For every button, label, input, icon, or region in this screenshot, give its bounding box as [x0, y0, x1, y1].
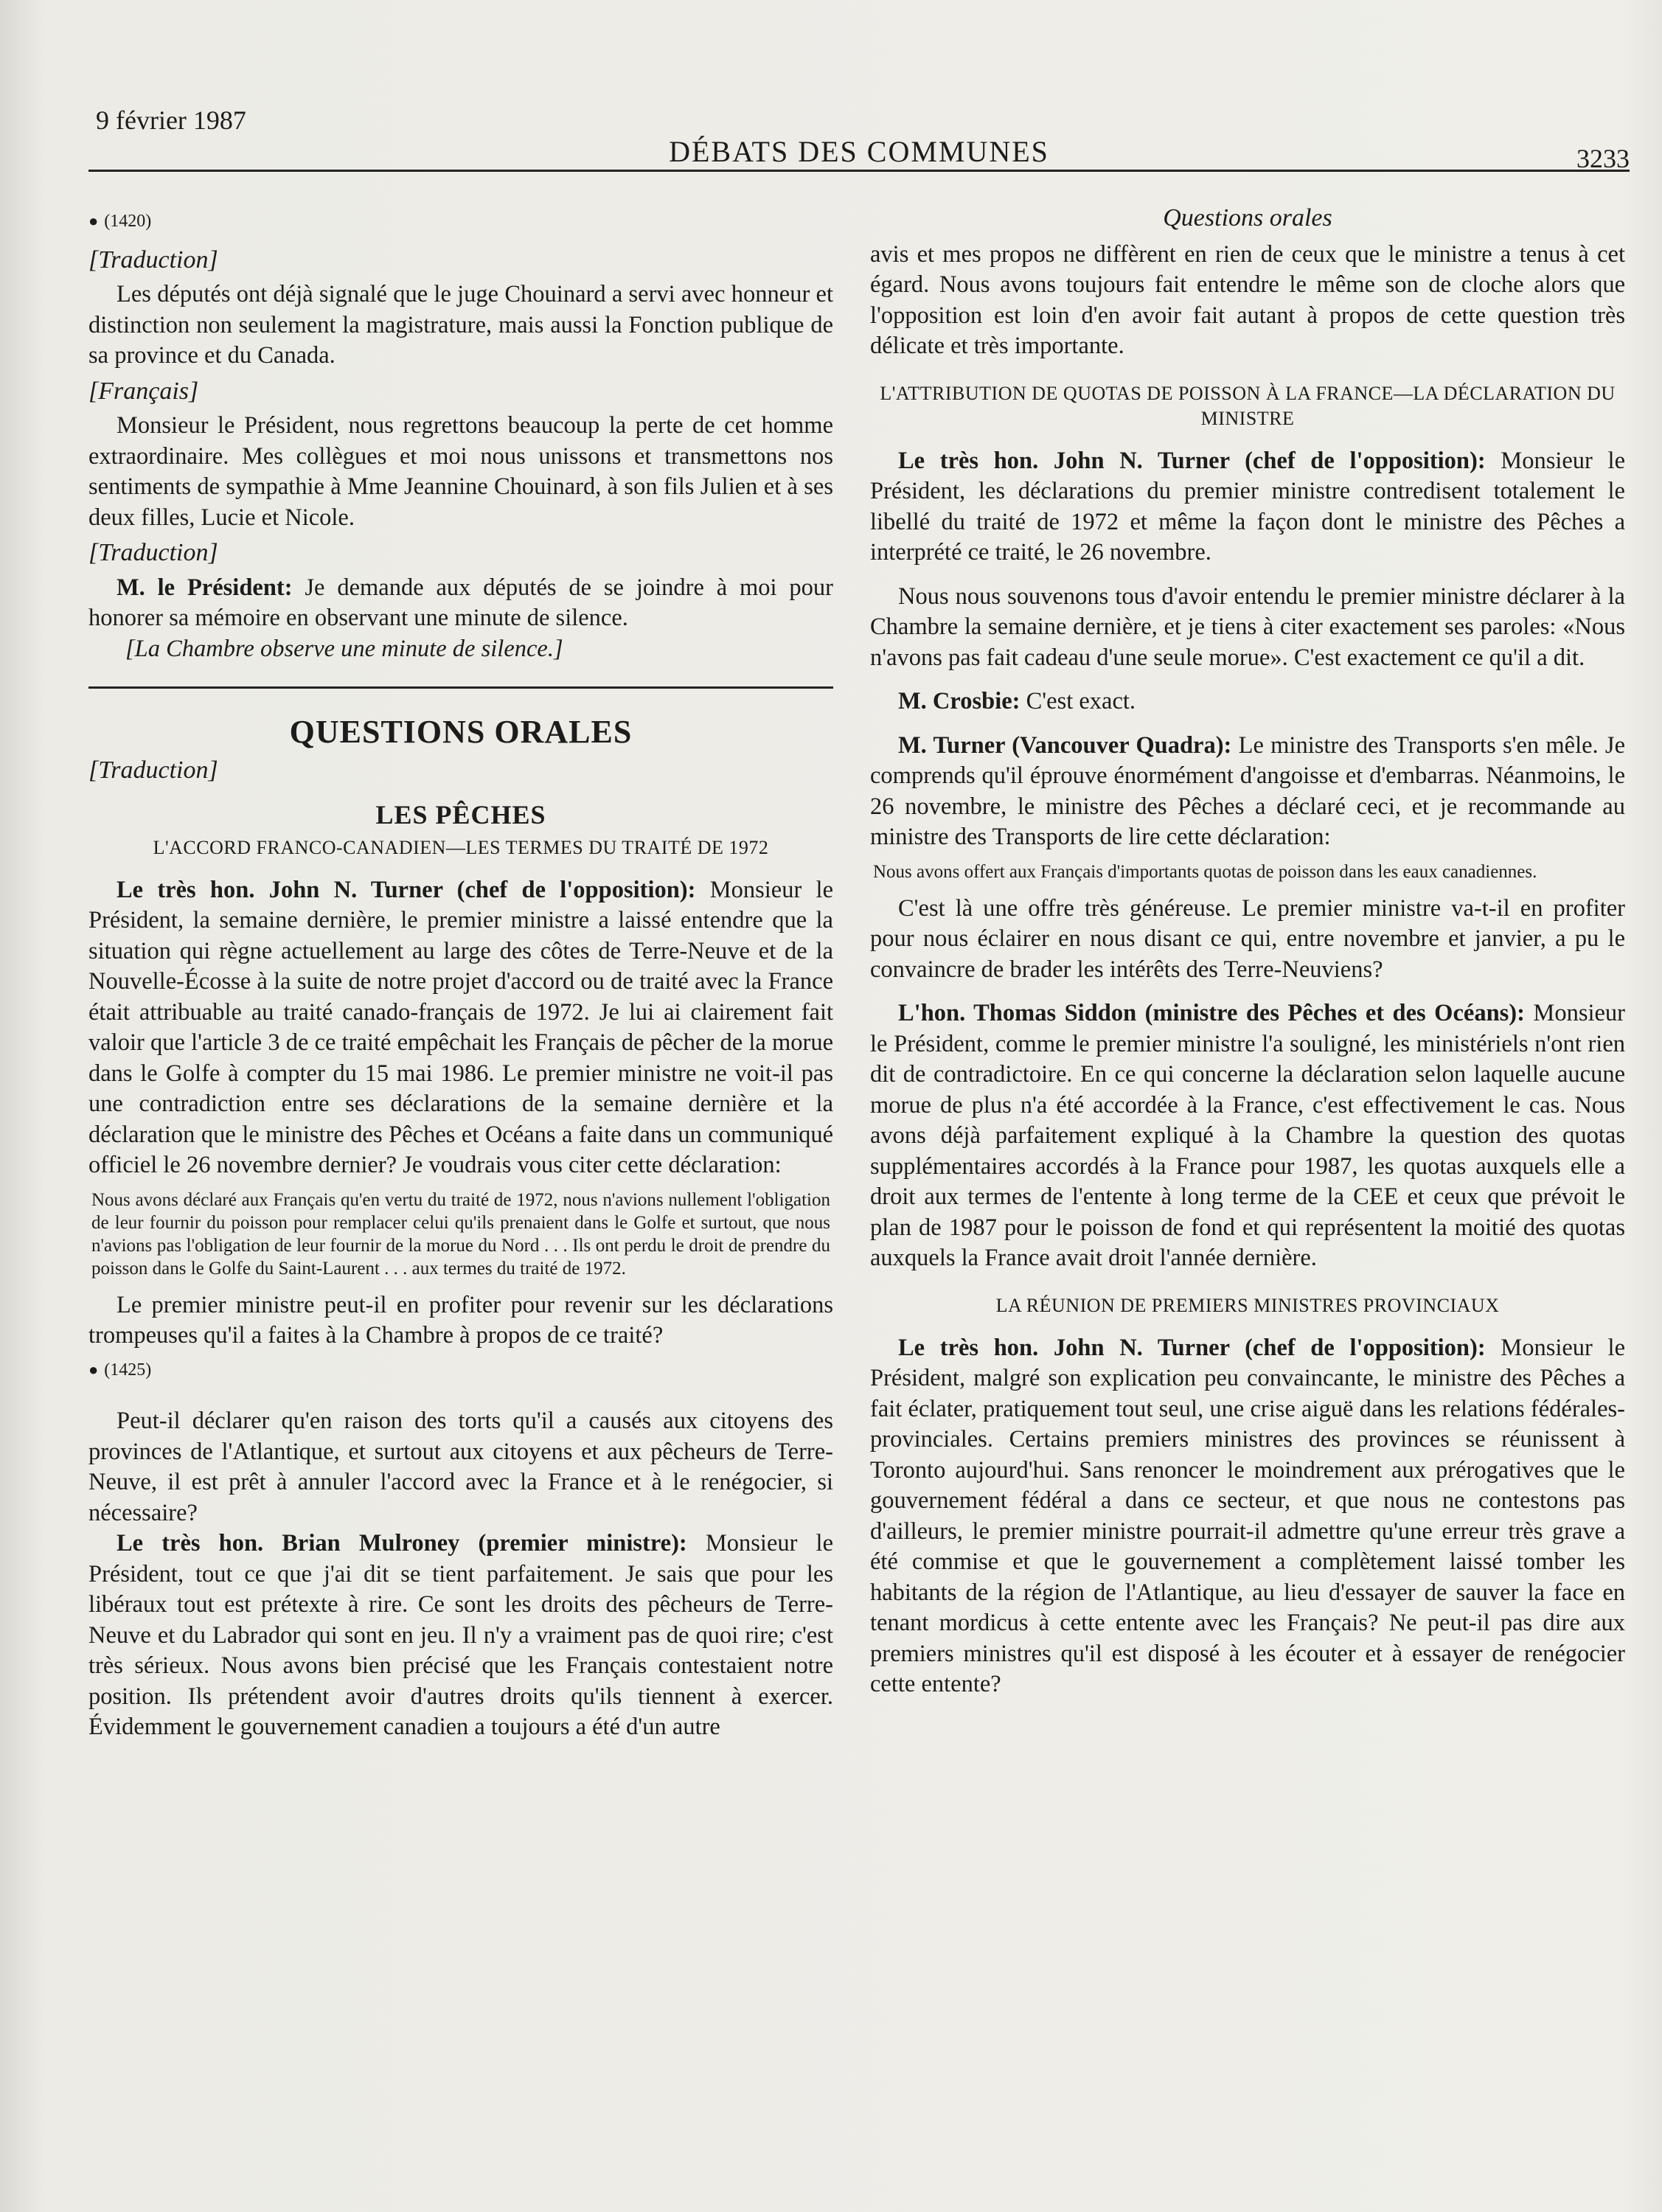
paragraph: C'est là une offre très généreuse. Le premier ministre va-t-il en profiter pour nous éclairer en nous disant ce qui, entre novembre et janvier, a pu le convaincre de brader les intérêts des Terre-Neuviens?: [870, 894, 1625, 983]
left-column: [88, 203, 833, 2149]
right-column: [870, 203, 1625, 2149]
paragraph: Les députés ont déjà signalé que le juge Chouinard a servi avec honneur et distinction non seulement la magistrature, mais aussi la Fonction publique de sa province et du Canada.: [88, 281, 833, 369]
speech-turner: Le très hon. John N. Turner (chef de l'opposition): Monsieur le Président, les déclarations du premier ministre contredisent totalement le libellé du traité de 1972 et même la façon dont le ministre des Pêches a interprété ce traité, le 26 novembre.: [870, 447, 1625, 566]
paragraph: Monsieur le Président, nous regrettons beaucoup la perte de cet homme extraordinaire. Mes collègues et moi nous unissons et transmettons nos sentiments de sympathie à Mme Jeannine Chouinard, à son fils Julien et à ses deux filles, Lucie et Nicole.: [88, 412, 833, 531]
spacer: [870, 985, 1625, 998]
section-heading: QUESTIONS ORALES: [289, 714, 633, 750]
spacer: [870, 717, 1625, 731]
header-page-number: 3233: [1576, 144, 1630, 173]
quotation: Nous avons offert aux Français d'importants quotas de poisson dans les eaux canadiennes.: [873, 861, 1537, 882]
speech-mulroney: Le très hon. Brian Mulroney (premier ministre): Monsieur le Président, tout ce que j'ai dit se tient parfaitement. Je sais que pour les libéraux tout est prétexte à rire. Ce sont les droits des pêcheurs de Terre-Neuve et du Labrador qui sont en jeu. Il n'y a vraiment pas de quoi rire; c'est très sérieux. Nous avons bien précisé que les Français contestaient notre position. Ils prétendent avoir d'autres droits qu'ils tiennent à exercer. Évidemment le gouvernement canadien a toujours a été d'un autre: [88, 1530, 833, 1740]
speaker-name: Le très hon. John N. Turner (chef de l'opposition):: [117, 876, 696, 903]
speech-turner: Le très hon. John N. Turner (chef de l'opposition): Monsieur le Président, la semaine dernière, le premier ministre a laissé entendre que la situation qui règne actuellement au large des côtes de Terre-Neuve et de la Nouvelle-Écosse à la suite de notre projet d'accord ou de traité avec la France était attribuable au traité canado-français de 1972. Je lui ai clairement fait valoir que l'article 3 de ce traité empêchait les Français de pêcher de la morue dans le Golfe à compter du 15 mai 1986. Le premier ministre ne voit-il pas une contradiction entre ses déclarations de la semaine dernière et la déclaration que le ministre des Pêches et Océans a faite dans un communiqué officiel le 26 novembre dernier? Je voudrais vous citer cette déclaration:: [88, 876, 833, 1178]
topic-heading: LES PÊCHES: [375, 800, 546, 830]
bullet-icon: ●: [88, 212, 99, 230]
spacer: [870, 673, 1625, 686]
spacer: [88, 1393, 833, 1406]
speech-turner: Le très hon. John N. Turner (chef de l'opposition): Monsieur le Président, malgré son explication peu convaincante, le ministre des Pêches a fait éclater, pratiquement tout seul, une crise aiguë dans les relations fédérales-provinciales. Certains premiers ministres des provinces se réunissent à Toronto aujourd'hui. Sans renoncer le moindrement aux prérogatives que le gouvernement fédéral a dans ce secteur, et que nous ne contestons pas d'ailleurs, le premier ministre pourrait-il admettre qu'une erreur très grave a été commise et que le gouvernement a complètement laissé tomber les habitants de la région de l'Atlantique, au lieu d'essayer de sauver la face en tenant mordicus à cette entente avec les Français? Ne peut-il pas dire aux premiers ministres qu'il est disposé à les écouter et à essayer de renégocier cette entente?: [870, 1334, 1625, 1697]
translation-tag: [Traduction]: [88, 756, 218, 784]
paragraph: Peut-il déclarer qu'en raison des torts qu'il a causés aux citoyens des provinces de l'Atlantique, et surtout aux citoyens et aux pêcheurs de Terre-Neuve, il est prêt à annuler l'accord avec la France et à le renégocier, si nécessaire?: [88, 1408, 833, 1526]
speech-crosbie: M. Crosbie: C'est exact.: [898, 688, 1136, 714]
speaker-name: M. le Président:: [117, 574, 293, 601]
paragraph: avis et mes propos ne diffèrent en rien de ceux que le ministre a tenus à cet égard. Nous avons toujours fait entendre le même son de cloche alors que l'opposition est loin d'en avoir fait autant à propos de cette question très délicate et très importante.: [870, 240, 1625, 359]
speaker-name: M. Turner (Vancouver Quadra):: [898, 731, 1232, 759]
speech-president: M. le Président: Je demande aux députés de se joindre à moi pour honorer sa mémoire en observant une minute de silence.: [88, 574, 833, 631]
timestamp-1425: ● (1425): [88, 1360, 152, 1380]
speech-turner-quadra: M. Turner (Vancouver Quadra): Le ministre des Transports s'en mêle. Je comprends qu'il éprouve énormément d'angoisse et d'embarras. Néanmoins, le 26 novembre, le ministre des Pêches a déclaré ceci, et je recommande au ministre des Transports de lire cette déclaration:: [870, 731, 1625, 850]
header-date: 9 février 1987: [96, 105, 246, 135]
speaker-name: M. Crosbie:: [898, 688, 1021, 714]
subtopic-heading: L'ATTRIBUTION DE QUOTAS DE POISSON À LA FRANCE—LA DÉCLARATION DU MINISTRE: [880, 382, 1616, 429]
spacer: [870, 568, 1625, 582]
bullet-icon: ●: [88, 1360, 99, 1379]
subtopic-heading: LA RÉUNION DE PREMIERS MINISTRES PROVINCIAUX: [995, 1294, 1500, 1316]
speaker-name: Le très hon. Brian Mulroney (premier ministre):: [117, 1530, 687, 1557]
page-header: [88, 103, 1630, 172]
french-tag: [Français]: [88, 377, 199, 405]
speaker-name: Le très hon. John N. Turner (chef de l'opposition):: [898, 447, 1486, 474]
speech-siddon: L'hon. Thomas Siddon (ministre des Pêches et des Océans): Monsieur le Président, comme le premier ministre l'a souligné, les ministériels n'ont rien dit de contradictoire. En ce qui concerne la déclaration selon laquelle aucune morue de plus n'a été accordée à la France, c'est effectivement le cas. Nous avons déjà parfaitement expliqué à la Chambre la question des quotas supplémentaires accordés à la France pour 1987, les quotas auxquels elle a droit aux termes de l'entente à long terme de la CEE et ceux que prévoit le plan de 1987 pour le poisson de fond et qui représentent la moitié des quotas auxquels la France avait droit l'année dernière.: [870, 1000, 1625, 1271]
subtopic-heading: L'ACCORD FRANCO-CANADIEN—LES TERMES DU TRAITÉ DE 1972: [153, 836, 769, 858]
paragraph: Nous nous souvenons tous d'avoir entendu le premier ministre déclarer à la Chambre la semaine dernière, et je tiens à citer exactement ses paroles: «Nous n'avons pas fait cadeau d'une seule morue». C'est exactement ce qu'il a dit.: [870, 582, 1625, 671]
timestamp-1420: ● (1420): [88, 212, 152, 231]
stage-direction: [La Chambre observe une minute de silence.]: [125, 635, 563, 662]
section-divider: [88, 686, 833, 689]
quotation: Nous avons déclaré aux Français qu'en vertu du traité de 1972, nous n'avions nullement l'obligation de leur fournir du poisson pour remplacer celui qu'ils prenaient dans le Golfe et surtout, que nous n'avions pas l'obligation de leur fournir de la morue du Nord . . . Ils ont perdu le droit de prendre du poisson dans le Golfe du Saint-Laurent . . . aux termes du traité de 1972.: [91, 1189, 830, 1279]
speaker-name: L'hon. Thomas Siddon (ministre des Pêches et des Océans):: [898, 1000, 1525, 1026]
translation-tag: [Traduction]: [88, 539, 218, 566]
header-title: DÉBATS DES COMMUNES: [669, 135, 1049, 168]
translation-tag: [Traduction]: [88, 246, 218, 274]
paragraph: Le premier ministre peut-il en profiter pour revenir sur les déclarations trompeuses qu'il a faites à la Chambre à propos de ce traité?: [88, 1291, 833, 1349]
speaker-name: Le très hon. John N. Turner (chef de l'opposition):: [898, 1334, 1486, 1361]
running-head: Questions orales: [1163, 204, 1332, 232]
